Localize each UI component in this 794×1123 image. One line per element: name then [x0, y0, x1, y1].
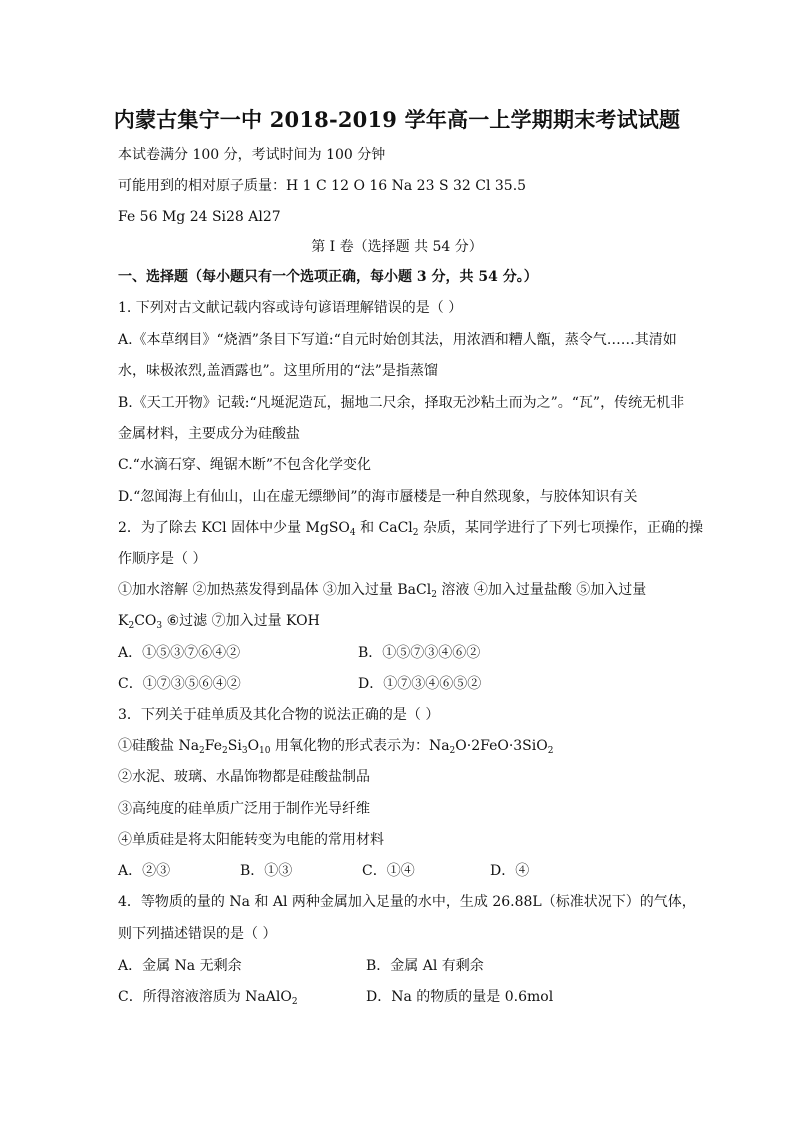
question-1-option-c: C.“水滴石穿、绳锯木断”不包含化学变化 — [118, 457, 371, 473]
question-4-option-c — [118, 988, 298, 1006]
question-3-statement-3: ③高纯度的硅单质广泛用于制作光导纤维 — [118, 801, 370, 817]
question-2-stem-text: 2．为了除去 KCl 固体中少量 MgSO — [118, 520, 350, 536]
subscript: 10 — [259, 746, 271, 756]
question-1-stem: 1. 下列对古文献记载内容或诗句谚语理解错误的是（ ） — [118, 300, 463, 316]
question-3-statement-4: ④单质硅是将太阳能转变为电能的常用材料 — [118, 832, 384, 848]
question-4-stem-cont: 则下列描述错误的是（ ） — [118, 926, 277, 942]
question-1-option-a-cont: 水，味极浓烈,盖酒露也”。这里所用的“法”是指蒸馏 — [118, 363, 438, 379]
question-2-stem-text: 和 CaCl — [355, 520, 413, 536]
question-1-option-a: A.《本草纲目》“烧酒”条目下写道:“自元时始创其法，用浓酒和糟人甑，蒸令气……其清如 — [118, 332, 677, 348]
operations-text: ①加水溶解 ②加热蒸发得到晶体 ③加入过量 BaCl — [118, 582, 432, 598]
subscript: 2 — [547, 746, 554, 756]
question-2-option-a: A．①⑤③⑦⑥④② — [118, 645, 241, 661]
question-4-option-d: D．Na 的物质的量是 0.6mol — [366, 989, 554, 1005]
page-title: 内蒙古集宁一中 2018-2019 学年高一上学期期末考试试题 — [113, 107, 681, 132]
operations-text: K — [118, 613, 129, 629]
subscript: 2 — [431, 590, 437, 600]
subscript: 2 — [128, 621, 135, 631]
question-3-option-a: A．②③ — [118, 863, 171, 879]
operations-text: CO — [134, 613, 157, 629]
subscript: 2 — [449, 746, 456, 756]
subscript: 3 — [156, 621, 163, 631]
statement-text: 用氧化物的形式表示为：Na — [270, 738, 450, 754]
subscript: 2 — [199, 746, 205, 756]
score-time-info: 本试卷满分 100 分，考试时间为 100 分钟 — [118, 147, 386, 163]
question-2-operations — [118, 581, 678, 599]
operations-text: 溶液 ④加入过量盐酸 ⑤加入过量 — [436, 582, 647, 598]
question-2-option-b: B．①⑤⑦③④⑥② — [358, 645, 481, 661]
section-heading: 一、选择题（每小题只有一个选项正确，每小题 3 分，共 54 分。） — [118, 269, 538, 285]
question-2-option-c: C．①⑦③⑤⑥④② — [118, 676, 241, 692]
statement-text: O·2FeO·3SiO — [455, 738, 548, 754]
volume-heading: 第 I 卷（选择题 共 54 分） — [311, 239, 483, 255]
statement-text: Si — [227, 738, 242, 754]
subscript: 2 — [222, 746, 228, 756]
question-4-option-b: B．金属 Al 有剩余 — [366, 958, 484, 974]
statement-text: Fe — [204, 738, 223, 754]
subscript: 2 — [412, 528, 419, 538]
question-3-stem: 3．下列关于硅单质及其化合物的说法正确的是（ ） — [118, 707, 440, 723]
question-2-stem — [118, 519, 703, 538]
subscript: 3 — [241, 746, 248, 756]
question-2-stem-text: 杂质，某同学进行了下列七项操作，正确的操 — [418, 520, 703, 536]
subscript: 4 — [349, 528, 356, 538]
question-3-statement-2: ②水泥、玻璃、水晶饰物都是硅酸盐制品 — [118, 769, 370, 785]
question-4-stem: 4．等物质的量的 Na 和 Al 两种金属加入足量的水中，生成 26.88L（标准状况下）的气体， — [118, 894, 696, 910]
atomic-mass-info-cont: Fe 56 Mg 24 Si28 Al27 — [118, 209, 281, 225]
operations-text: ⑥过滤 ⑦加入过量 KOH — [162, 613, 320, 629]
question-2-option-d: D．①⑦③④⑥⑤② — [358, 676, 482, 692]
question-1-option-b: B.《天工开物》记载:“凡埏泥造瓦，掘地二尺余，择取无沙粘土而为之”。“瓦”，传统无机非 — [118, 395, 685, 411]
question-1-option-d: D.“忽闻海上有仙山，山在虚无缥缈间”的海市蜃楼是一种自然现象，与胶体知识有关 — [118, 489, 638, 505]
statement-text: ①硅酸盐 Na — [118, 738, 200, 754]
option-text: C．所得溶液溶质为 NaAlO — [118, 989, 292, 1005]
question-3-option-d: D．④ — [490, 863, 530, 879]
question-3-option-b: B．①③ — [240, 863, 293, 879]
question-3-option-c: C．①④ — [362, 863, 415, 879]
question-2-stem-cont: 作顺序是（ ） — [118, 551, 207, 567]
statement-text: O — [247, 738, 260, 754]
question-4-option-a: A．金属 Na 无剩余 — [118, 958, 242, 974]
subscript: 2 — [291, 997, 298, 1007]
question-3-statement-1 — [118, 737, 678, 755]
atomic-mass-info: 可能用到的相对原子质量：H 1 C 12 O 16 Na 23 S 32 Cl 35.5 — [118, 178, 527, 194]
question-2-operations-cont — [118, 612, 678, 630]
question-1-option-b-cont: 金属材料，主要成分为硅酸盐 — [118, 426, 300, 442]
